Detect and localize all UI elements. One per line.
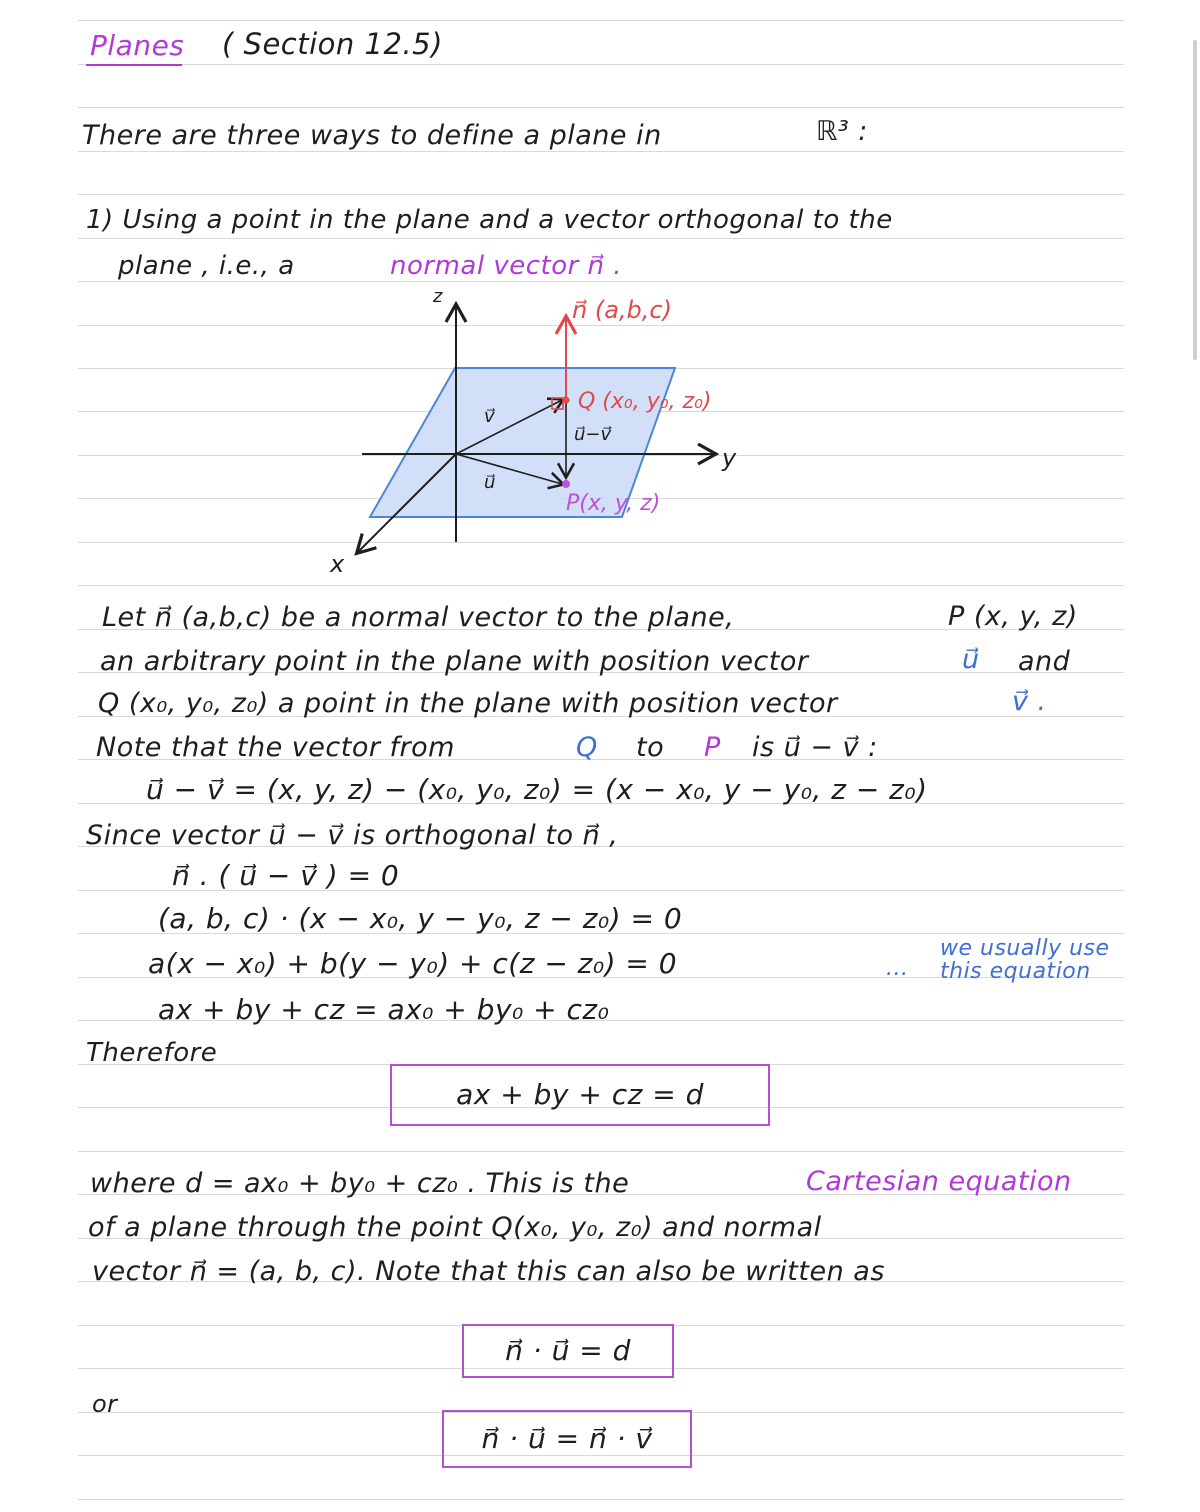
intro-text: There are three ways to define a plane in — [82, 120, 662, 151]
plane-diagram — [300, 280, 820, 580]
page-title: Planes — [90, 29, 185, 62]
derivation-line2: an arbitrary point in the plane with position vector — [100, 646, 809, 677]
conclusion-line3: vector n⃗ = (a, b, c). Note that this can also be written as — [92, 1256, 885, 1287]
note-line1: we usually use — [940, 936, 1110, 961]
cartesian-equation: ax + by + cz = d — [456, 1078, 704, 1111]
x-axis-label: x — [330, 550, 345, 578]
point-q — [563, 397, 570, 404]
q-label: Q (x₀, y₀, z₀) — [578, 389, 712, 414]
z-axis-label: z — [433, 286, 443, 307]
vector-form-dot: n⃗ · u⃗ = n⃗ · v⃗ — [481, 1422, 653, 1455]
cartesian-equation-box — [390, 1064, 770, 1126]
since-line: Since vector u⃗ − v⃗ is orthogonal to n⃗ , — [86, 820, 619, 851]
y-axis-label: y — [722, 444, 737, 472]
normal-label: n⃗ (a,b,c) — [572, 296, 672, 324]
u-label: u⃗ — [484, 472, 496, 493]
section-label: ( Section 12.5) — [222, 27, 443, 61]
derivation-line3: Q (x₀, y₀, z₀) a point in the plane with position vector — [98, 688, 838, 719]
vector-u-blue: u⃗ — [962, 644, 980, 675]
derivation-line4: Note that the vector from — [96, 732, 455, 763]
conclusion-line2: of a plane through the point Q(x₀, y₀, z₀) and normal — [88, 1212, 822, 1243]
u-minus-v-label: u⃗−v⃗ — [574, 424, 612, 445]
vector-form-dot-box — [442, 1410, 692, 1468]
point-p-purple: P — [704, 732, 721, 763]
derivation-to: to — [636, 732, 665, 763]
r3-symbol: ℝ³ : — [816, 116, 868, 147]
title-underline — [86, 64, 182, 66]
equation-expanded: (a, b, c) · (x − x₀, y − y₀, z − z₀) = 0 — [158, 902, 683, 935]
method1-line1: 1) Using a point in the plane and a vector orthogonal to the — [86, 205, 893, 235]
normal-vector-term: normal vector n⃗ . — [390, 251, 623, 281]
vector-v-blue: v⃗ . — [1012, 686, 1047, 717]
point-p — [562, 480, 570, 488]
derivation-and: and — [1018, 646, 1071, 677]
derivation-line1: Let n⃗ (a,b,c) be a normal vector to the plane, — [102, 602, 735, 633]
cartesian-equation-term: Cartesian equation — [806, 1166, 1072, 1197]
scrollbar[interactable] — [1193, 40, 1197, 360]
note-line2: this equation — [940, 959, 1091, 984]
v-label: v⃗ — [484, 406, 495, 427]
vector-form-box — [462, 1324, 674, 1378]
point-p-coordinates: P (x, y, z) — [948, 601, 1078, 632]
equation-dot-zero: n⃗ . ( u⃗ − v⃗ ) = 0 — [172, 859, 400, 892]
point-q-blue: Q — [576, 732, 598, 763]
method1-line2: plane , i.e., a — [118, 251, 295, 281]
p-label: P(x, y, z) — [566, 491, 661, 516]
equation-linear: ax + by + cz = ax₀ + by₀ + cz₀ — [158, 993, 610, 1026]
vector-form-d: n⃗ · u⃗ = d — [505, 1334, 631, 1367]
equation-point-normal: a(x − x₀) + b(y − y₀) + c(z − z₀) = 0 — [148, 947, 678, 980]
conclusion-line1: where d = ax₀ + by₀ + cz₀ . This is the — [90, 1168, 630, 1199]
equation-u-minus-v: u⃗ − v⃗ = (x, y, z) − (x₀, y₀, z₀) = (x − x₀, y − y₀, z − z₀) — [146, 773, 928, 806]
note-dots: ... — [886, 956, 909, 981]
therefore-label: Therefore — [86, 1038, 218, 1068]
or-label: or — [92, 1390, 118, 1418]
derivation-is: is u⃗ − v⃗ : — [752, 732, 878, 763]
